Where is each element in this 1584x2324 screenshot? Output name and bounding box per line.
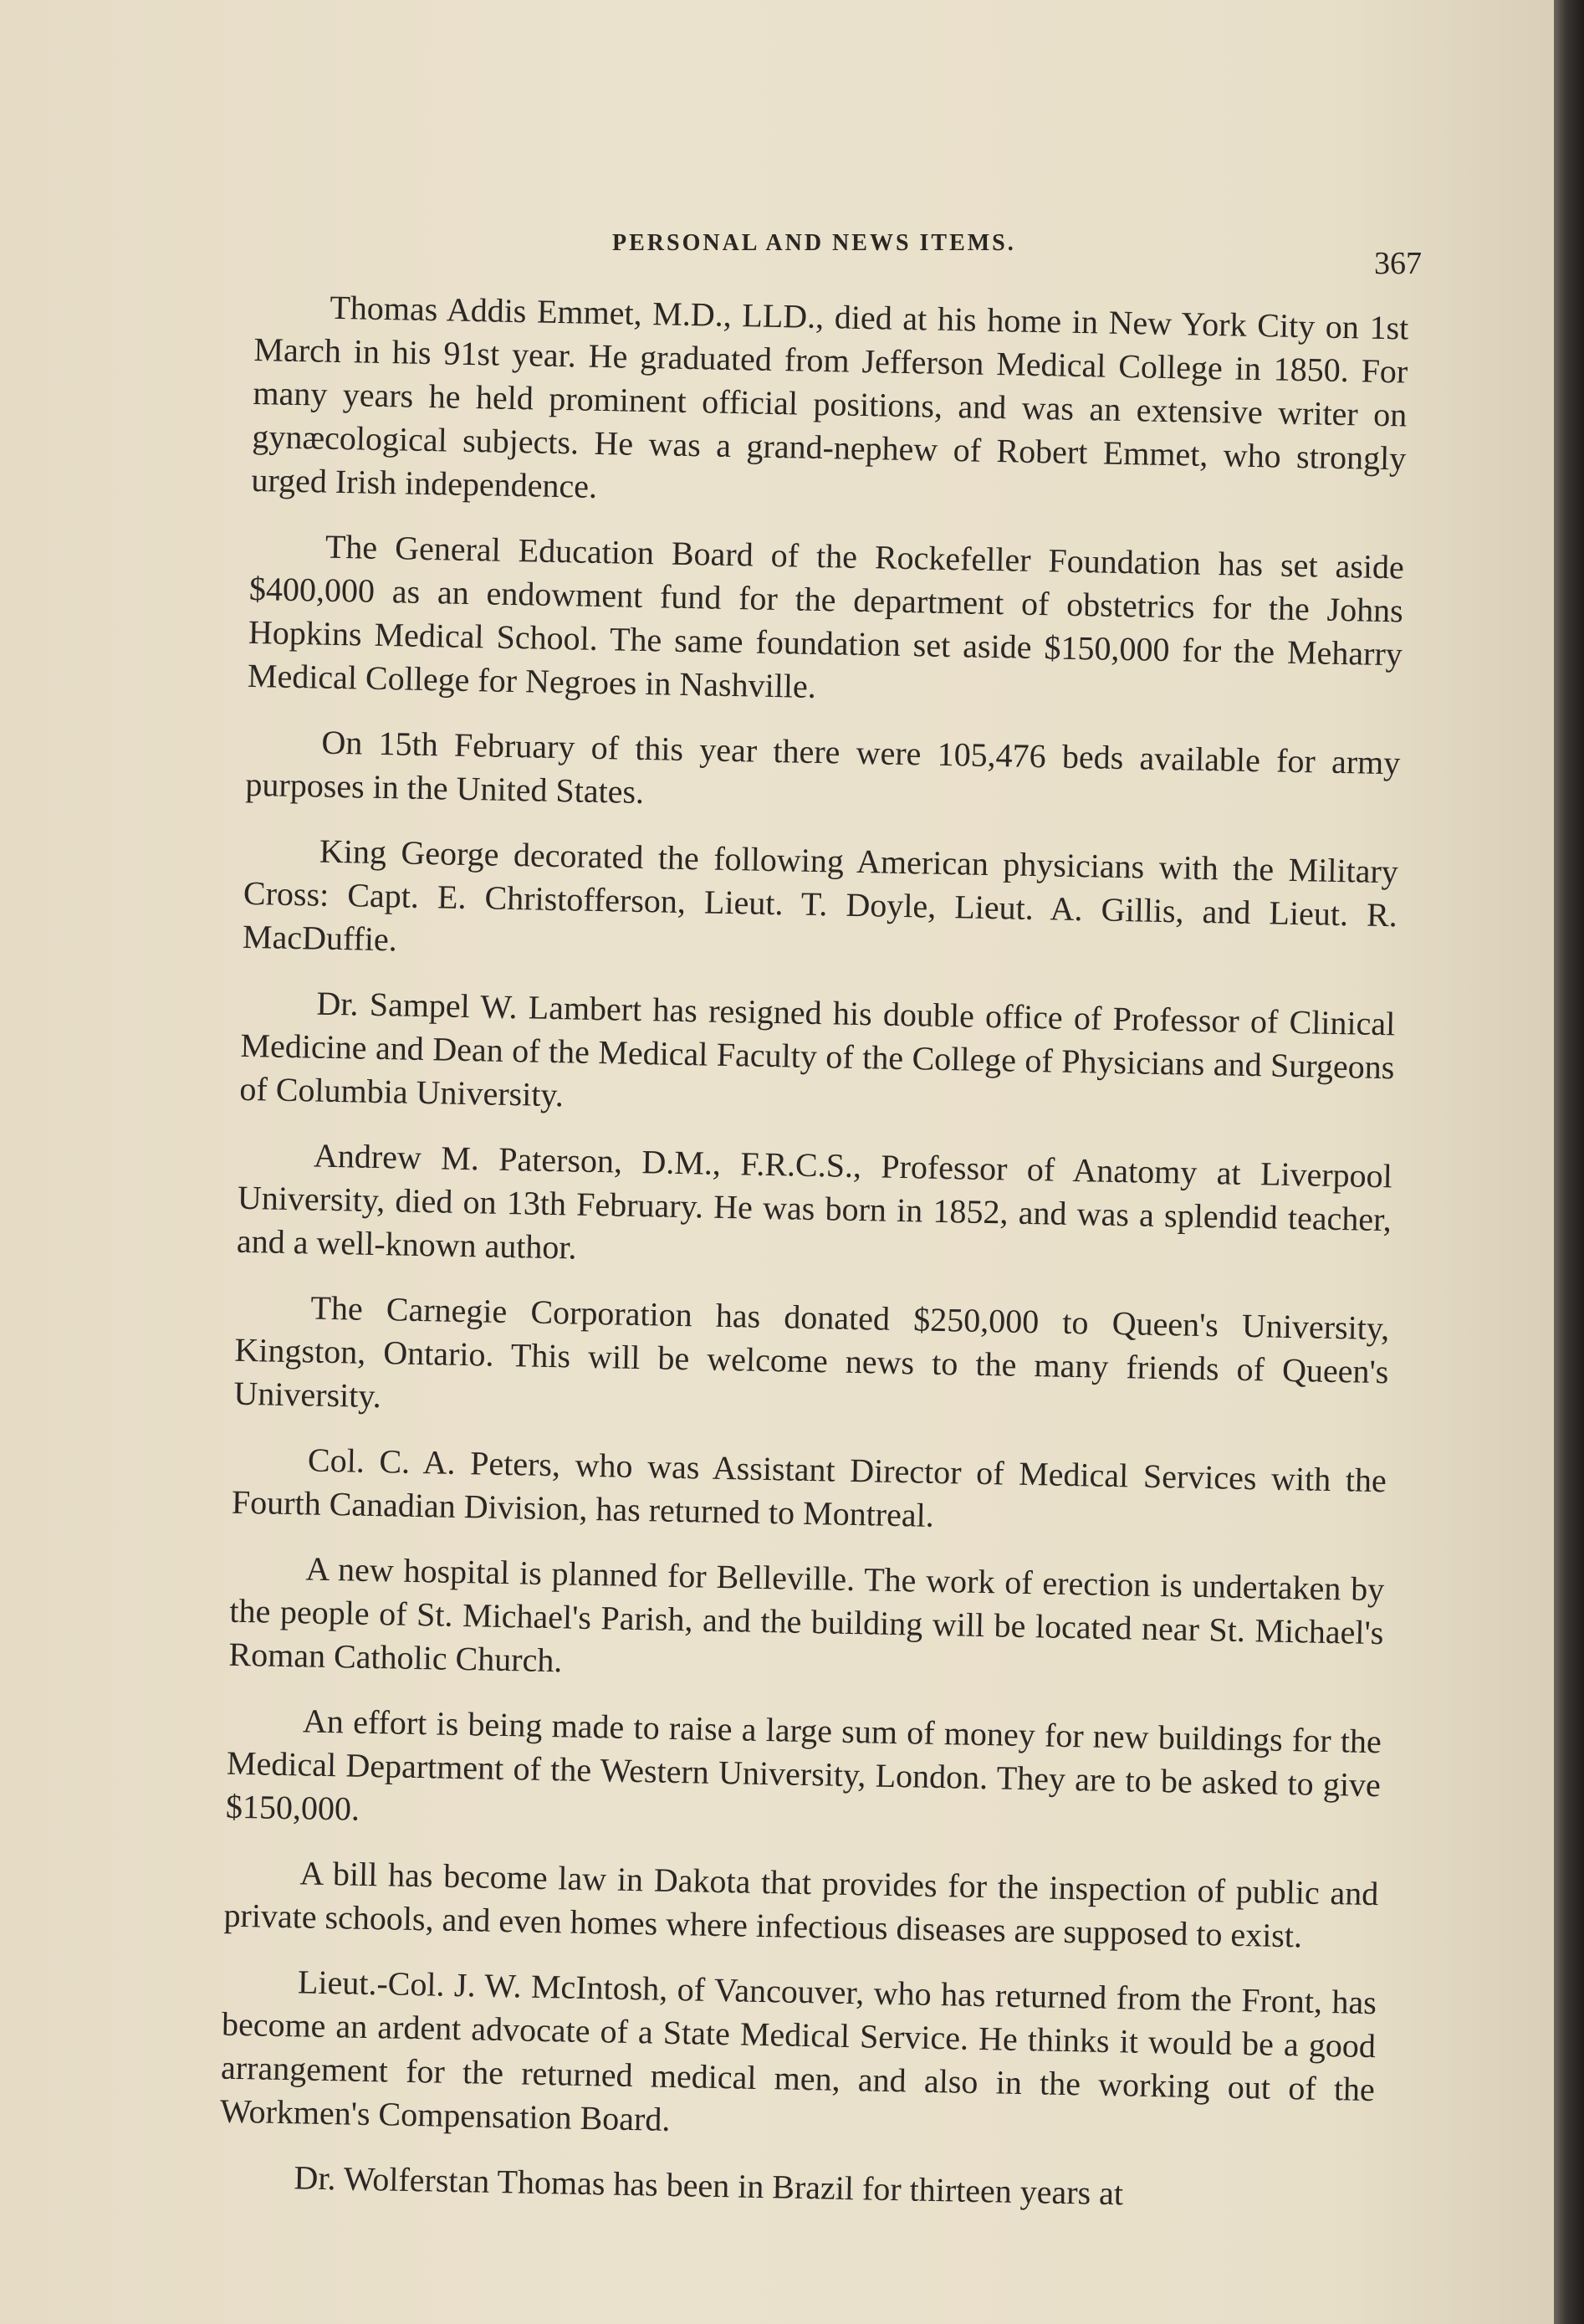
paragraph-western-university: An effort is being made to raise a large sum of money for new buildings for the Medical Department of the Western University, London. They are to be asked to give $150,000. [225, 1702, 1382, 1828]
paragraph-paterson-obituary: Andrew M. Paterson, D.M., F.R.C.S., Professor of Anatomy at Liverpool University, died on 13th February. He was born in 1852, and was a splendid teacher, and a well-known author. [236, 1136, 1393, 1267]
running-head: PERSONAL AND NEWS ITEMS. [612, 230, 1016, 256]
paragraph-dakota-law: A bill has become law in Dakota that provides for the inspection of public and private schools, and even homes where infectious diseases are supposed to exist. [223, 1854, 1379, 1955]
paragraph-lambert-resignation: Dr. Sampel W. Lambert has resigned his double office of Professor of Clinical Medicine and Dean of the Medical Faculty of the College of Physicians and Surgeons of Columbia University. [239, 984, 1396, 1114]
paragraph-military-cross: King George decorated the following American physicians with the Military Cross: Capt. E. Christofferson, Lieut. T. Doyle, Lieut. A. Gillis, and Lieut. R. MacDuffie. [242, 832, 1399, 959]
paragraph-mcintosh: Lieut.-Col. J. W. McIntosh, of Vancouver, who has returned from the Front, has become an ardent advocate of a State Medical Service. He thinks it would be a good arrangement for the returned medical men, and also in the working out of the Workmen's Compensation Board. [219, 1963, 1377, 2138]
paragraph-wolferstan-thomas: Dr. Wolferstan Thomas has been in Brazil for thirteen years at [294, 2158, 1124, 2213]
paragraph-rockefeller-foundation: The General Education Board of the Rockefeller Foundation has set aside $400,000 as an endowment fund for the department of obstetrics for the Johns Hopkins Medical School. The same foundation set aside $150,000 for the Meharry Medical College for Negroes in Nashville. [247, 527, 1405, 705]
paragraph-peters-return: Col. C. A. Peters, who was Assistant Director of Medical Services with the Fourth Canadian Division, has returned to Montreal. [231, 1441, 1387, 1534]
body-text [218, 284, 1409, 2220]
paragraph-belleville-hospital: A new hospital is planned for Belleville. The work of erection is undertaken by the people of St. Michael's Parish, and the building will be located near St. Michael's Roman Catholic Church. [228, 1549, 1385, 1680]
paragraph-army-beds: On 15th February of this year there were 105,476 beds available for army purposes in the United States. [245, 723, 1401, 811]
page-number: 367 [1374, 246, 1422, 281]
page-header [251, 230, 1422, 280]
paragraph-carnegie-donation: The Carnegie Corporation has donated $250,000 to Queen's University, Kingston, Ontario. This will be welcome news to the many friends of Queen's University. [233, 1288, 1390, 1415]
paragraph-emmet-obituary: Thomas Addis Emmet, M.D., LLD., died at his home in New York City on 1st March in his 91st year. He graduated from Jefferson Medical College in 1850. For many years he held prominent official positions, and was an extensive writer on gynæcological subjects. He was a grand-nephew of Robert Emmet, who strongly urged Irish independence. [251, 288, 1409, 505]
book-spine-shadow [1554, 0, 1584, 2324]
